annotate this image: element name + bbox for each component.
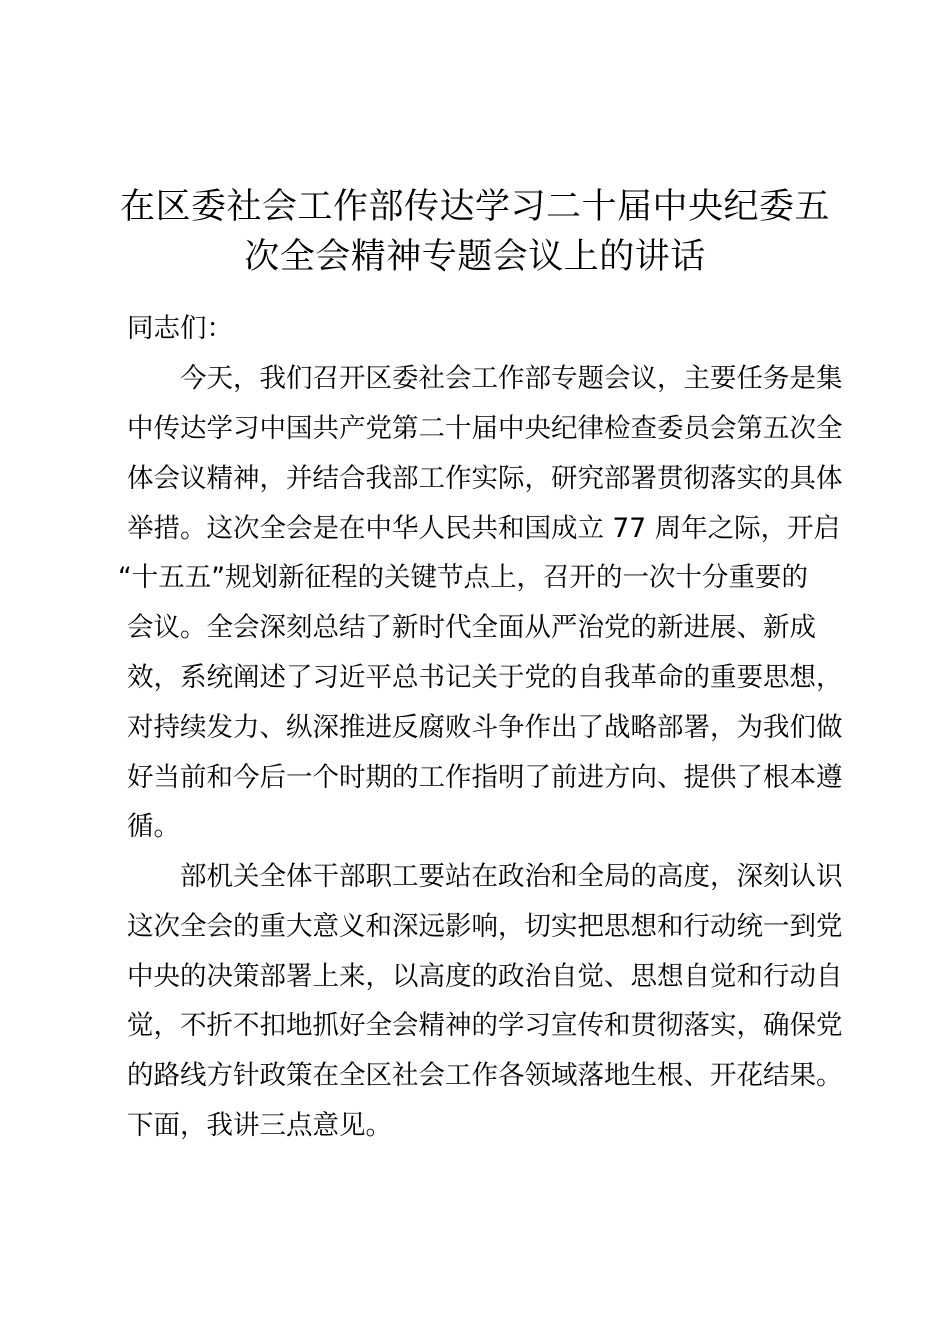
paragraph-line: 部机关全体干部职工要站在政治和全局的高度，深刻认识 bbox=[127, 861, 843, 892]
paragraph-line: “十五五”规划新征程的关键节点上，召开的一次十分重要的 bbox=[118, 562, 808, 593]
paragraph-line: 下面，我讲三点意见。 bbox=[127, 1110, 392, 1141]
title-line-1: 在区委社会工作部传达学习二十届中央纪委五 bbox=[119, 187, 830, 227]
paragraph-line: 的路线方针政策在全区社会工作各领域落地生根、开花结果。 bbox=[127, 1060, 843, 1091]
paragraph-line: 效，系统阐述了习近平总书记关于党的自我革命的重要思想， bbox=[127, 662, 843, 693]
paragraph-line: 循。 bbox=[127, 811, 180, 842]
paragraph-line: 好当前和今后一个时期的工作指明了前进方向、提供了根本遵 bbox=[127, 762, 843, 793]
paragraph-line: 觉，不折不扣地抓好全会精神的学习宣传和贯彻落实，确保党 bbox=[127, 1010, 843, 1041]
paragraph-line: 中传达学习中国共产党第二十届中央纪律检查委员会第五次全 bbox=[127, 413, 843, 444]
title-line-2: 次全会精神专题会议上的讲话 bbox=[244, 237, 706, 277]
document-title bbox=[110, 182, 840, 282]
paragraph-line: 今天，我们召开区委社会工作部专题会议，主要任务是集 bbox=[127, 363, 843, 394]
paragraph-line: 对持续发力、纵深推进反腐败斗争作出了战略部署，为我们做 bbox=[127, 712, 843, 743]
paragraph-line: 会议。全会深刻总结了新时代全面从严治党的新进展、新成 bbox=[127, 612, 816, 643]
salutation: 同志们： bbox=[127, 313, 233, 344]
paragraph-line: 体会议精神，并结合我部工作实际，研究部署贯彻落实的具体 bbox=[127, 463, 843, 494]
paragraph-line: 举措。这次全会是在中华人民共和国成立 77 周年之际，开启 bbox=[127, 513, 841, 544]
paragraph-line: 这次全会的重大意义和深远影响，切实把思想和行动统一到党 bbox=[127, 911, 843, 942]
paragraph-line: 中央的决策部署上来，以高度的政治自觉、思想自觉和行动自 bbox=[127, 961, 843, 992]
